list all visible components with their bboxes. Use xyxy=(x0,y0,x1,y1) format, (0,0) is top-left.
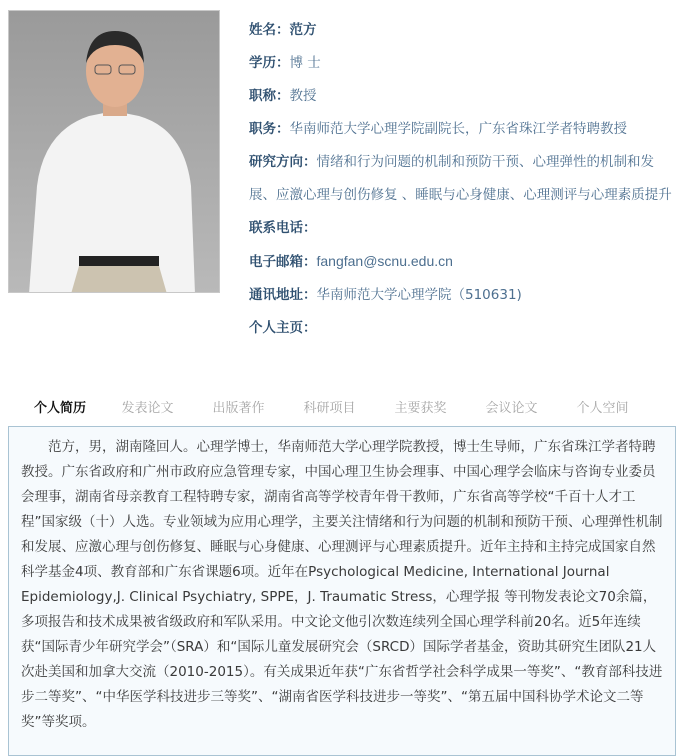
resume-panel xyxy=(8,426,676,756)
person-photo-icon xyxy=(9,11,220,293)
phone-label: 联系电话： xyxy=(249,220,317,236)
tab-conference-papers[interactable]: 会议论文 xyxy=(485,401,538,416)
research-value: 情绪和行为问题的机制和预防干预、心理弹性的机制和发展、应激心理与创伤修复 、睡眠与心身健康、心理测评与心理素质提升 xyxy=(249,154,672,203)
profile-info xyxy=(249,14,679,345)
name-row xyxy=(249,14,679,47)
address-label: 通讯地址： xyxy=(249,287,317,303)
degree-row xyxy=(249,47,679,80)
degree-label: 学历： xyxy=(249,55,290,71)
profile-tabs xyxy=(18,398,648,420)
position-value: 华南师范大学心理学院副院长，广东省珠江学者特聘教授 xyxy=(289,121,627,137)
name-value: 范方 xyxy=(289,22,317,38)
address-row xyxy=(249,279,679,312)
address-value: 华南师范大学心理学院（510631) xyxy=(316,287,522,303)
position-row xyxy=(249,113,679,146)
research-row xyxy=(249,146,679,212)
email-label: 电子邮箱： xyxy=(249,254,317,270)
research-label: 研究方向： xyxy=(249,154,317,170)
phone-row xyxy=(249,212,679,245)
title-label: 职称： xyxy=(249,88,290,104)
bio-text: 范方，男，湖南隆回人。心理学博士，华南师范大学心理学院教授，博士生导师，广东省珠江学者特聘教授。广东省政府和广州市政府应急管理专家，中国心理卫生协会理事、中国心理学会临床与咨询专业委员会理事，湖南省母亲教育工程特聘专家，湖南省高等学校青年骨干教师，广东省高等学校“千百十人才工程”国家级（十）人选。专业领域为应用心理学，主要关注情绪和行为问题的机制和预防干预、心理弹性机制和发展、应激心理与创伤修复、睡眠与心身健康、心理测评与心理素质提升。近年主持和主持完成国家自然科学基金4项、教育部和广东省课题6项。近年在Psychological Medicine, International Journal Epidemiology,J. Clinical Psychiatry, SPPE，J. Traumatic Stress，心理学报 等刊物发表论文70余篇，多项报告和技术成果被省级政府和军队采用。中文论文他引次数连续列全国心理学科前20名。近5年连续获“国际青少年研究学会”（SRA）和“国际儿童发展研究会（SRCD）国际学者基金，资助其研究生团队21人次赴美国和加拿大交流（2010-2015）。有关成果近年获“广东省哲学社会科学成果一等奖”、“教育部科技进步二等奖”、“中华医学科技进步三等奖”、“湖南省医学科技进步一等奖”、“第五届中国科协学术论文二等奖”等奖项。 xyxy=(21,439,663,730)
position-label: 职务： xyxy=(249,121,290,137)
tab-resume[interactable]: 个人简历 xyxy=(33,401,86,416)
title-row xyxy=(249,80,679,113)
tab-papers[interactable]: 发表论文 xyxy=(121,401,174,416)
homepage-row xyxy=(249,312,679,345)
tab-awards[interactable]: 主要获奖 xyxy=(394,401,447,416)
tab-projects[interactable]: 科研项目 xyxy=(303,401,356,416)
profile-photo xyxy=(8,10,220,293)
email-row xyxy=(249,245,679,279)
degree-value: 博 士 xyxy=(289,55,321,71)
title-value: 教授 xyxy=(289,88,317,104)
homepage-label: 个人主页： xyxy=(249,320,317,336)
email-link[interactable]: fangfan@scnu.edu.cn xyxy=(316,253,453,269)
tab-personal-space[interactable]: 个人空间 xyxy=(576,401,629,416)
tab-books[interactable]: 出版著作 xyxy=(212,401,265,416)
name-label: 姓名： xyxy=(249,22,290,38)
